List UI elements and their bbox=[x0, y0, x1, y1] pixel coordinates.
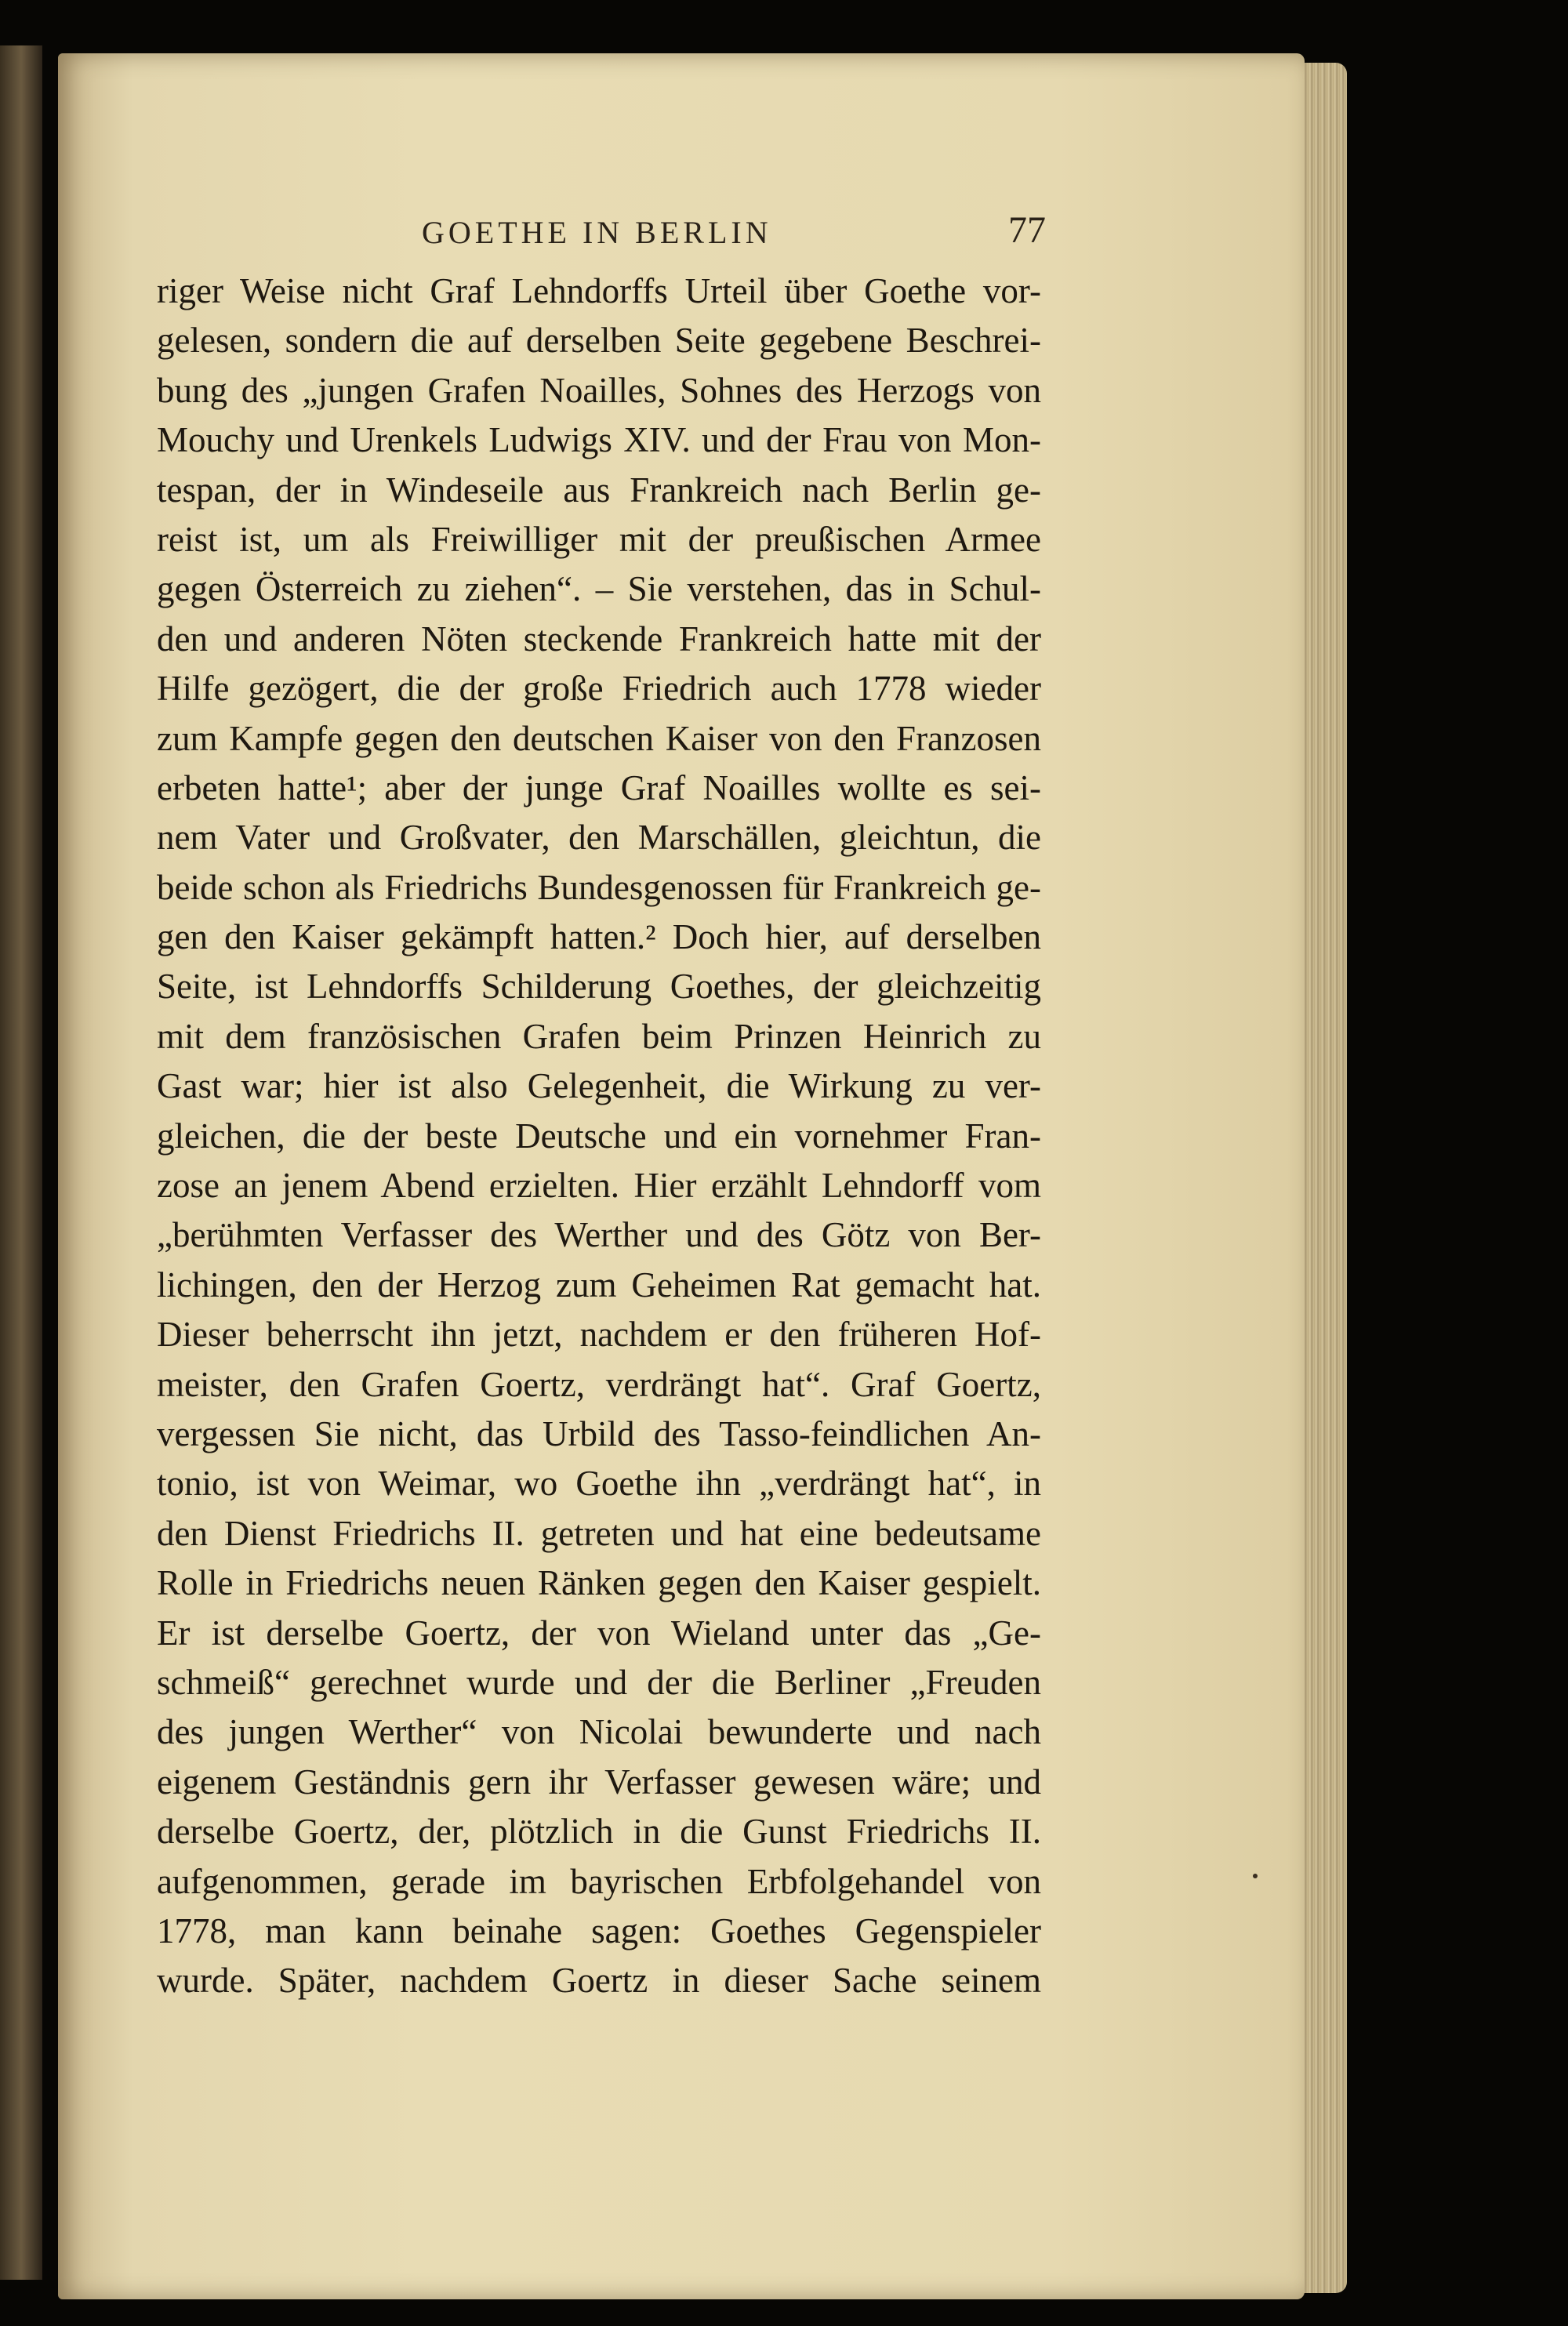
text-line: riger Weise nicht Graf Lehndorffs Urteil über Goethe vor- bbox=[157, 271, 1041, 310]
text-line: Rolle in Friedrichs neuen Ränken gegen den Kaiser gespielt. bbox=[157, 1563, 1041, 1603]
text-line: wurde. Später, nachdem Goertz in dieser Sache seinem bbox=[157, 1961, 1041, 2001]
text-line: „berühmten Verfasser des Werther und des Götz von Ber- bbox=[157, 1215, 1041, 1255]
text-line: den Dienst Friedrichs II. getreten und hat eine bedeutsame bbox=[157, 1513, 1041, 1553]
text-line: tespan, der in Windeseile aus Frankreich nach Berlin ge- bbox=[157, 470, 1041, 510]
text-line: den und anderen Nöten steckende Frankreich hatte mit der bbox=[157, 619, 1041, 659]
left-page-edge bbox=[0, 45, 42, 2280]
text-line: aufgenommen, gerade im bayrischen Erbfolgehandel von bbox=[157, 1861, 1041, 1901]
text-line: Hilfe gezögert, die der große Friedrich auch 1778 wieder bbox=[157, 669, 1041, 709]
text-line: gelesen, sondern die auf derselben Seite gegebene Beschrei- bbox=[157, 321, 1041, 361]
page-number: 77 bbox=[1008, 209, 1046, 251]
text-line: Dieser beherrscht ihn jetzt, nachdem er den früheren Hof- bbox=[157, 1315, 1041, 1355]
text-line: zose an jenem Abend erzielten. Hier erzählt Lehndorff vom bbox=[157, 1166, 1041, 1206]
text-line: Gast war; hier ist also Gelegenheit, die Wirkung zu ver- bbox=[157, 1066, 1041, 1106]
running-head: GOETHE IN BERLIN bbox=[422, 215, 772, 250]
text-line: derselbe Goertz, der, plötzlich in die Gunst Friedrichs II. bbox=[157, 1812, 1041, 1852]
text-line: bung des „jungen Grafen Noailles, Sohnes des Herzogs von bbox=[157, 370, 1041, 410]
text-line: Er ist derselbe Goertz, der von Wieland unter das „Ge- bbox=[157, 1613, 1041, 1653]
text-line: tonio, ist von Weimar, wo Goethe ihn „verdrängt hat“, in bbox=[157, 1464, 1041, 1504]
text-line: lichingen, den der Herzog zum Geheimen Rat gemacht hat. bbox=[157, 1265, 1041, 1305]
text-line: vergessen Sie nicht, das Urbild des Tasso-feindlichen An- bbox=[157, 1413, 1041, 1453]
text-line: erbeten hatte¹; aber der junge Graf Noailles wollte es sei- bbox=[157, 767, 1041, 807]
text-line: beide schon als Friedrichs Bundesgenossen für Frankreich ge- bbox=[157, 867, 1041, 907]
text-line: eigenem Geständnis gern ihr Verfasser gewesen wäre; und bbox=[157, 1762, 1041, 1802]
text-line: gegen Österreich zu ziehen“. – Sie verstehen, das in Schul- bbox=[157, 569, 1041, 609]
text-line: meister, den Grafen Goertz, verdrängt hat“. Graf Goertz, bbox=[157, 1364, 1041, 1404]
text-line: des jungen Werther“ von Nicolai bewunderte und nach bbox=[157, 1712, 1041, 1752]
page-stack-edge bbox=[1301, 63, 1347, 2293]
paper-speck bbox=[1253, 1874, 1258, 1878]
text-line: reist ist, um als Freiwilliger mit der preußischen Armee bbox=[157, 519, 1041, 559]
text-line: schmeiß“ gerechnet wurde und der die Berliner „Freuden bbox=[157, 1662, 1041, 1702]
text-line: zum Kampfe gegen den deutschen Kaiser von den Franzosen bbox=[157, 718, 1041, 758]
text-line: 1778, man kann beinahe sagen: Goethes Gegenspieler bbox=[157, 1911, 1041, 1950]
text-line: gen den Kaiser gekämpft hatten.² Doch hier, auf derselben bbox=[157, 917, 1041, 957]
text-line: Mouchy und Urenkels Ludwigs XIV. und der Frau von Mon- bbox=[157, 420, 1041, 460]
text-line: nem Vater und Großvater, den Marschällen, gleichtun, die bbox=[157, 818, 1041, 858]
text-line: mit dem französischen Grafen beim Prinzen Heinrich zu bbox=[157, 1016, 1041, 1056]
text-line: gleichen, die der beste Deutsche und ein vornehmer Fran- bbox=[157, 1116, 1041, 1156]
text-line: Seite, ist Lehndorffs Schilderung Goethes, der gleichzeitig bbox=[157, 967, 1041, 1007]
body-text bbox=[157, 267, 1041, 2006]
